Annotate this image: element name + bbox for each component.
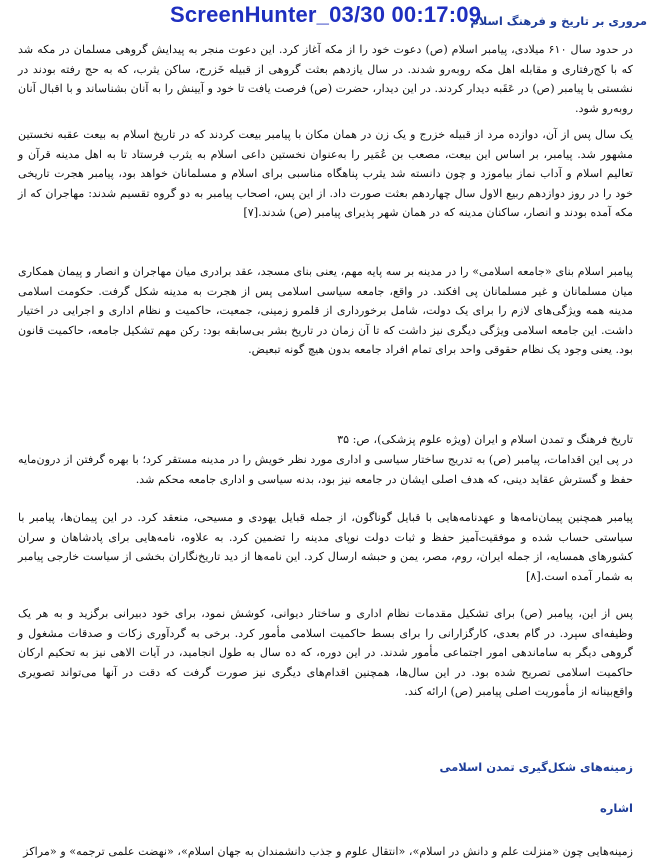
- paragraph-block-6: [18, 604, 633, 702]
- page-header-title: مروری بر تاریخ و فرهنگ اسلام: [470, 14, 647, 28]
- paragraph-7: زمینه‌هایی چون «منزلت علم و دانش در اسلام»، «انتقال علوم و جذب دانشمندان به جهان اسلام»، «نهضت علمی ترجمه» و «مراکز: [23, 845, 633, 858]
- paragraph-5: پیامبر همچنین پیمان‌نامه‌ها و عهدنامه‌هایی با قبایل گوناگون، از جمله قبایل یهودی و مسیحی، منعقد کرد. در این پیمان‌ها، پیامبر با سیاستی حساب شده و موفقیت‌آمیز حفظ و ثبات دولت نوپای مدینه را تضمین کرد. به علاوه، نامه‌هایی برای پادشاهان و سران کشورهای همسایه، از جمله ایران، روم، مصر، یمن و حبشه ارسال کرد. این نامه‌ها از دید تاریخ‌نگاران بخشی از سیاست خارجی پیامبر به شمار آمده است.[۸]: [18, 511, 633, 583]
- paragraph-block-3: [18, 262, 633, 360]
- screenhunter-watermark: ScreenHunter_03/30 00:17:09: [170, 2, 482, 27]
- citation-block: [18, 430, 633, 450]
- paragraph-block-7: [18, 842, 633, 862]
- paragraph-block-2: [18, 125, 633, 223]
- paragraph-4: در پی این اقدامات، پیامبر (ص) به تدریج ساختار سیاسی و اداری مورد نظر خویش را در مدینه مستقر کرد؛ با بهره گرفتن از درون‌مایه حفظ و گسترش عقاید دینی، که هدف اصلی ایشان در جامعه نیز بود، بدنه سیاسی و اداری جامعه محکم شد.: [18, 453, 633, 486]
- paragraph-6: پس از این، پیامبر (ص) برای تشکیل مقدمات نظام اداری و ساختار دیوانی، کوشش نمود، برای خود دبیرانی برگزید و به هر یک وظیفه‌ای سپرد. در گام بعدی، کارگزارانی را برای بسط حاکمیت اسلامی مأمور کرد. برخی به گردآوری زکات و صدقات مشغول و گروهی دیگر به ساماندهی امور اجتماعی مأمور شدند. در این دوره، که ده سال به طول انجامید، در آیات الاهی نیز به تحکیم ارکان حاکمیت اسلامی تصریح شده بود. در این سال‌ها، همچنین اقدام‌های دیگری نیز صورت گرفت که دقت در آنها می‌تواند تصویری واقع‌بینانه از مأموریت اصلی پیامبر (ص) ارائه کند.: [18, 607, 633, 699]
- section-heading-block: [18, 760, 633, 774]
- paragraph-2: یک سال پس از آن، دوازده مرد از قبیله خزرج و یک زن در همان مکان با پیامبر بیعت کردند که در تاریخ اسلام به بیعت عقبه نخستین مشهور شد. پیامبر، بر اساس این بیعت، مصعب بن عُمَیر را به‌عنوان نخستین داعی اسلام به یثرب فرستاد تا به اهل مدینه قرآن و تعالیم اسلام و آداب نماز بیاموزد و چون دانسته شد یثرب پناهگاه مناسبی برای اسلام و مسلمانان خواهد بود، پیامبر هجرت تاریخی خود را در روز دوازدهم ربیع الاول سال چهاردهم بعثت صورت داد. از این پس، اصحاب پیامبر به دو گروه تقسیم شدند: مهاجران که از مکه آمده بودند و انصار، ساکنان مدینه که در همان شهر پذیرای پیامبر (ص) شدند.[۷]: [18, 128, 633, 220]
- source-citation: تاریخ فرهنگ و تمدن اسلام و ایران (ویژه علوم پزشکی)، ص: ۳۵: [337, 433, 633, 446]
- paragraph-block-1: [18, 40, 633, 118]
- sub-heading: اشاره: [600, 801, 633, 815]
- paragraph-block-4: [18, 450, 633, 489]
- paragraph-1: در حدود سال ۶۱۰ میلادی، پیامبر اسلام (ص) دعوت خود را از مکه آغاز کرد. این دعوت منجر به پیدایش گروهی مسلمان در مکه شد که با کج‌رفتاری و مقابله اهل مکه روبه‌رو شدند. در سال یازدهم بعثت گروهی از قبیله خَزرج، ساکن یثرب، که به حج رفته بودند در نشستی با پیامبر (ص) در عَقَبه دیدار کردند. در این دیدار، حضرت (ص) فرصت یافت تا خود و آیینش را به آنان بشناساند و با اقبال آنان روبه‌رو شود.: [18, 43, 633, 115]
- section-heading: زمینه‌های شکل‌گیری تمدن اسلامی: [439, 760, 633, 774]
- paragraph-block-5: [18, 508, 633, 586]
- paragraph-3: پیامبر اسلام بنای «جامعه اسلامی» را در مدینه بر سه پایه مهم، یعنی بنای مسجد، عقد برادری میان مهاجران و انصار و پیمان همکاری میان مسلمانان و غیر مسلمانان پی افکند. در واقع، جامعه سیاسی اسلامی پس از هجرت به مدینه شکل گرفت. حکومت اسلامی مدینه همه ویژگی‌های لازم را برای یک دولت، شامل برخورداری از قلمرو زمینی، جمعیت، حاکمیت و نظام اداری و اجرایی در اختیار داشت. این جامعه اسلامی ویژگی دیگری نیز داشت که تا آن زمان در تاریخ بشر بی‌سابقه بود: رکن مهم تشکیل جامعه، حاکمیت قانون بود. یعنی وجود یک نظام حقوقی واحد برای تمام افراد جامعه بدون هیچ گونه تبعیض.: [18, 265, 633, 357]
- sub-heading-block: [18, 801, 633, 815]
